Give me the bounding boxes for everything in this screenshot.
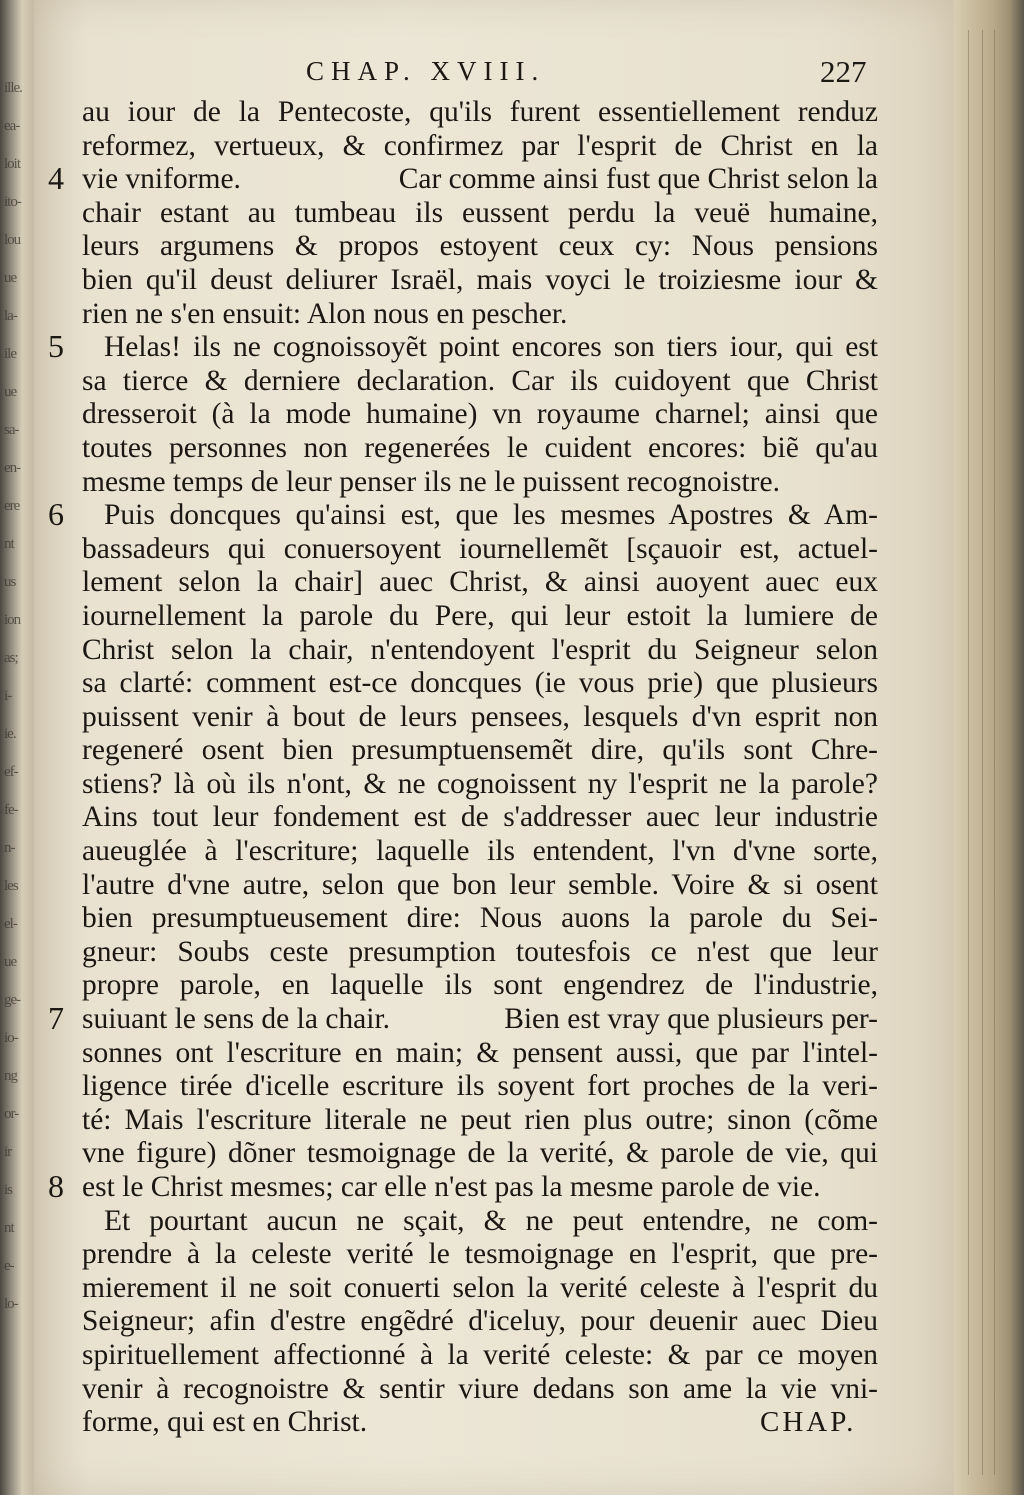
facing-page-fragment: sa-	[4, 422, 19, 438]
facing-page-fragment: ng	[4, 1068, 17, 1084]
facing-page-fragment: loit	[4, 156, 21, 172]
text-line: l'autre d'vne autre, selon que bon leur semble. Voire & si osent	[82, 868, 878, 901]
body-text	[82, 96, 878, 1440]
verse-number: 5	[48, 328, 64, 364]
facing-page-fragment: i-	[4, 688, 12, 704]
text-line: reformez, vertueux, & confirmez par l'esprit de Christ en la	[82, 129, 878, 162]
text-line: stiens? là où ils n'ont, & ne cognoissent ny l'esprit ne la parole?	[82, 767, 878, 800]
right-page-stack	[954, 0, 1024, 1495]
verse-number: 6	[48, 496, 64, 532]
text-line: venir à recognoistre & sentir viure dedans son ame la vie vni-	[82, 1372, 878, 1405]
text-line: rien ne s'en ensuit: Alon nous en pescher.	[82, 297, 568, 330]
text-line: bien presumptueusement dire: Nous auons la parole du Sei-	[82, 902, 878, 935]
facing-page-fragment: n-	[4, 840, 15, 856]
text-line: suiuant le sens de la chair. Bien est vray que plusieurs per-	[82, 1003, 878, 1036]
facing-page-fragment: ue	[4, 954, 17, 970]
facing-page-fragment: io-	[4, 1030, 18, 1046]
text-line: Ains tout leur fondement est de s'addresser auec leur industrie	[82, 801, 878, 834]
facing-page-fragment: lo-	[4, 1296, 18, 1312]
text-line: au iour de la Pentecoste, qu'ils furent essentiellement renduz	[82, 96, 878, 128]
text-line: sonnes ont l'escriture en main; & pensent aussi, que par l'intel-	[82, 1036, 878, 1069]
facing-page-fragment: ie.	[4, 726, 16, 742]
text-line: prendre à la celeste verité le tesmoignage en l'esprit, que pre-	[82, 1238, 878, 1271]
facing-page-fragment: ue	[4, 270, 17, 286]
facing-page-fragment: ef-	[4, 764, 18, 780]
text-line: regeneré osent bien presumptuensemẽt dire, qu'ils sont Chre-	[82, 734, 878, 767]
text-line: iournellement la parole du Pere, qui leur estoit la lumiere de	[82, 599, 878, 632]
facing-page-fragment: ere	[4, 498, 20, 514]
text-line: mesme temps de leur penser ils ne le puissent recognoistre.	[82, 465, 780, 498]
text-line: Puis doncques qu'ainsi est, que les mesmes Apostres & Am-	[104, 499, 878, 532]
text-line: vne figure) dõner tesmoignage de la verité, & parole de vie, qui	[82, 1137, 878, 1170]
facing-page-fragment: ge-	[4, 992, 21, 1008]
facing-page-fragment: ion	[4, 612, 21, 628]
facing-page-fragment: nt	[4, 536, 14, 552]
facing-page-fragment: ille.	[4, 80, 22, 96]
text-line: bassadeurs qui conuersoyent iournellemẽt [sçauoir est, actuel-	[82, 532, 878, 565]
facing-page-fragment: us	[4, 574, 16, 590]
text-line: Seigneur; afin d'estre engẽdré d'iceluy, pour deuenir auec Dieu	[82, 1305, 878, 1338]
catchword: CHAP.	[760, 1406, 857, 1438]
text-continuation: Car comme ainsi fust que Christ selon la	[398, 163, 878, 196]
facing-page-fragment: is	[4, 1182, 13, 1198]
facing-page-fragment: la-	[4, 308, 17, 324]
text-line: Et pourtant aucun ne sçait, & ne peut entendre, ne com-	[104, 1204, 878, 1237]
facing-page-fragment: lou	[4, 232, 21, 248]
text-line: sa clarté: comment est-ce doncques (ie vous prie) que plusieurs	[82, 667, 878, 700]
facing-page-fragment: ea-	[4, 118, 20, 134]
facing-page-fragment: as;	[4, 650, 18, 666]
text-line: toutes personnes non regenerées le cuident encores: biẽ qu'au	[82, 431, 878, 464]
facing-page-fragment: fe-	[4, 802, 18, 818]
facing-page-fragment: or-	[4, 1106, 19, 1122]
text-line: leurs argumens & propos estoyent ceux cy: Nous pensions	[82, 230, 878, 263]
text-line: est le Christ mesmes; car elle n'est pas la mesme parole de vie.	[82, 1171, 821, 1203]
text-line: aueuglée à l'escriture; laquelle ils entendent, l'vn d'vne sorte,	[82, 835, 878, 868]
text-line: lement selon la chair] auec Christ, & ainsi auoyent auec eux	[82, 566, 878, 599]
text-continuation: Bien est vray que plusieurs per-	[504, 1003, 878, 1036]
text-line: mierement il ne soit conuerti selon la verité celeste à l'esprit du	[82, 1271, 878, 1304]
text-line: ligence tirée d'icelle escriture ils soyent fort proches de la veri-	[82, 1070, 878, 1103]
text-line: sa tierce & derniere declaration. Car ils cuidoyent que Christ	[82, 364, 878, 397]
verse-number: 4	[48, 160, 64, 196]
verse-number: 8	[48, 1168, 64, 1204]
text-line: propre parole, en laquelle ils sont engendrez de l'industrie,	[82, 969, 878, 1002]
facing-page-fragment: ir	[4, 1144, 12, 1160]
facing-page-fragment: ue	[4, 384, 17, 400]
facing-page-fragment: e-	[4, 1258, 14, 1274]
text-line: bien qu'il deust deliurer Israël, mais voyci le troiziesme iour &	[82, 263, 878, 296]
facing-page-fragment: les	[4, 878, 18, 894]
text-line: Helas! ils ne cognoissoyẽt point encores son tiers iour, qui est	[104, 331, 878, 364]
facing-page-fragment: en-	[4, 460, 21, 476]
text-line: spirituellement affectionné à la verité celeste: & par ce moyen	[82, 1338, 878, 1371]
running-head: CHAP. XVIII.	[306, 56, 546, 86]
text-line: Christ selon la chair, n'entendoyent l'esprit du Seigneur selon	[82, 633, 878, 666]
verse-number: 7	[48, 1000, 64, 1036]
facing-page-fragment: el-	[4, 916, 17, 932]
text-line: dresseroit (à la mode humaine) vn royaume charnel; ainsi que	[82, 398, 878, 431]
text-line: té: Mais l'escriture literale ne peut rien plus outre; sinon (cõme	[82, 1103, 878, 1136]
text-line: forme, qui est en Christ.	[82, 1406, 368, 1439]
text-line: chair estant au tumbeau ils eussent perdu la veuë humaine,	[82, 196, 878, 229]
facing-page-fragment: nt	[4, 1220, 14, 1236]
text-line: puissent venir à bout de leurs pensees, lesquels d'vn esprit non	[82, 700, 878, 733]
facing-page-fragment: ile	[4, 346, 16, 362]
facing-page-fragment: ito-	[4, 194, 21, 210]
page-number: 227	[820, 54, 867, 89]
text-line: gneur: Soubs ceste presumption toutesfois ce n'est que leur	[82, 935, 878, 968]
left-page-edge	[0, 0, 34, 1495]
text-line: vie vniforme. Car comme ainsi fust que Christ selon la	[82, 163, 878, 196]
